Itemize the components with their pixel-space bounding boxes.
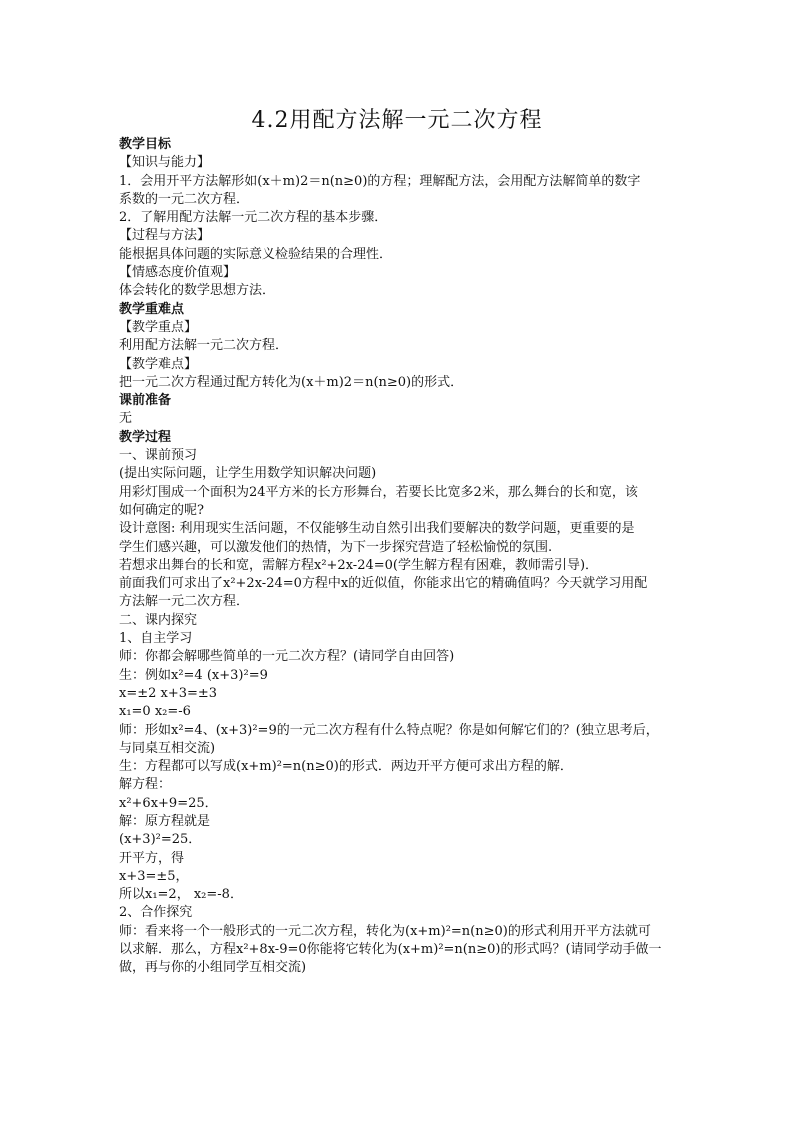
text-line: 【教学难点】 <box>119 356 198 372</box>
text-line: 体会转化的数学思想方法． <box>119 283 276 299</box>
text-line: 一、课前预习 <box>119 448 198 464</box>
text-line: 生：例如x²=4 (x+3)²=9 <box>119 667 268 683</box>
text-line: x²+6x+9=25． <box>119 795 218 811</box>
text-line: 【教学重点】 <box>119 319 198 335</box>
text-line: 若想求出舞台的长和宽，需解方程x²+2x-24=0(学生解方程有困难，教师需引导)． <box>119 557 599 573</box>
section-heading: 教学重难点 <box>119 301 185 317</box>
text-line: x=±2 x+3=±3 <box>119 685 218 701</box>
text-line: 把一元二次方程通过配方转化为(x＋m)2＝n(n≥0)的形式． <box>119 374 464 390</box>
text-line: 解：原方程就是 <box>119 813 211 829</box>
text-line: 1、自主学习 <box>119 631 193 647</box>
text-line: 学生们感兴趣，可以激发他们的热情，为下一步探究营造了轻松愉悦的氛围. <box>119 539 553 555</box>
text-line: x₁=0 x₂=-6 <box>119 704 191 720</box>
text-line: (提出实际问题，让学生用数学知识解决问题) <box>119 466 377 482</box>
text-line: 【情感态度价值观】 <box>119 265 237 281</box>
section-heading: 教学目标 <box>119 137 172 152</box>
text-line: (x+3)²=25． <box>119 832 202 848</box>
text-line: 师：看来将一个一般形式的一元二次方程，转化为(x+m)²=n(n≥0)的形式利用开平方法就可 <box>119 923 651 939</box>
text-line: 系数的一元二次方程． <box>119 191 250 207</box>
text-line: 1．会用开平方法解形如(x＋m)2＝n(n≥0)的方程；理解配方法，会用配方法解简单的数字 <box>119 173 641 189</box>
text-line: 2、合作探究 <box>119 905 193 921</box>
text-line: 师：形如x²=4、(x+3)²=9的一元二次方程有什么特点呢？你是如何解它们的？(独立思考后， <box>119 722 659 738</box>
text-line: 前面我们可求出了x²+2x-24=0方程中x的近似值，你能求出它的精确值吗？今天就学习用配 <box>119 576 648 592</box>
section-heading: 教学过程 <box>119 429 172 445</box>
document-body <box>119 136 679 978</box>
text-line: 如何确定的呢? <box>119 502 204 518</box>
text-line: 生：方程都可以写成(x+m)²=n(n≥0)的形式．两边开平方便可求出方程的解． <box>119 759 573 775</box>
text-line: 【过程与方法】 <box>119 228 211 244</box>
text-line: 与同桌互相交流) <box>119 740 216 756</box>
text-line: 开平方，得 <box>119 850 185 866</box>
text-line: 【知识与能力】 <box>119 155 211 171</box>
text-line: 所以x₁=2， x₂=-8． <box>119 887 243 903</box>
text-line: 做，再与你的小组同学互相交流) <box>119 960 307 976</box>
text-line: x+3=±5， <box>119 868 189 884</box>
text-line: 2．了解用配方法解一元二次方程的基本步骤． <box>119 210 388 226</box>
text-line: 无 <box>119 411 133 427</box>
text-line: 能根据具体问题的实际意义检验结果的合理性． <box>119 246 393 262</box>
text-line: 解方程： <box>119 777 172 793</box>
text-line: 设计意图: 利用现实生活问题，不仅能够生动自然引出我们要解决的数学问题，更重要的是 <box>119 521 635 537</box>
text-line: 二、课内探究 <box>119 612 198 628</box>
text-line: 用彩灯围成一个面积为24平方米的长方形舞台，若要长比宽多2米，那么舞台的长和宽，该 <box>119 484 638 500</box>
page-title: 4.2用配方法解一元二次方程 <box>251 108 543 133</box>
text-line: 师：你都会解哪些简单的一元二次方程？(请同学自由回答) <box>119 649 455 665</box>
text-line: 方法解一元二次方程． <box>119 594 250 610</box>
section-heading: 课前准备 <box>119 393 172 409</box>
text-line: 利用配方法解一元二次方程． <box>119 338 289 354</box>
text-line: 以求解．那么，方程x²+8x-9=0你能将它转化为(x+m)²=n(n≥0)的形式吗？(请同学动手做一 <box>119 942 662 958</box>
